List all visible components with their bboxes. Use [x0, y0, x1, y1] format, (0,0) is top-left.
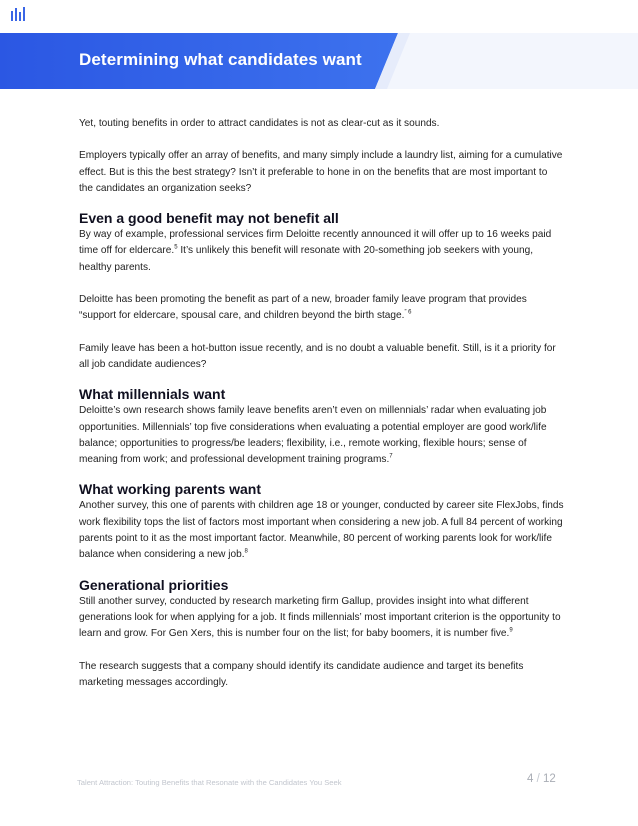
main-content: [79, 116, 564, 691]
paragraph: Deloitte’s own research shows family leave benefits aren’t even on millennials’ radar when evaluating job opportunities. Millennials’ top five considerations when evaluating a potential employer are good work/life balance; opportunities to progress/be leaders; flexibility, i.e., remote working, flexible hours; sense of meaning from work; and professional development training programs.$^7$: [79, 405, 547, 466]
footnote-ref: 8: [244, 548, 248, 555]
footnote-ref: 7: [389, 453, 393, 460]
company-logo-icon: [10, 6, 28, 22]
section-heading: What working parents want: [79, 481, 262, 498]
paragraph: Another survey, this one of parents with children age 18 or younger, conducted by career site FlexJobs, finds work flexibility tops the list of factors most important when considering a new job. A full 84 percent of working parents point to it as the most important factor. Meanwhile, 80 percent of working parents look for work/life balance when considering a new job.$^8$: [79, 500, 564, 561]
paragraph: Still another survey, conducted by research marketing firm Gallup, provides insight into what different generations look for when applying for a job. It finds millennials’ most important criterion is the opportunity to learn and grow. For Gen Xers, this is number four on the list; for baby boomers, it is number five.$^9$: [79, 595, 561, 640]
footer-document-title: Talent Attraction: Touting Benefits that Resonate with the Candidates You Seek: [77, 778, 342, 787]
page-title: Determining what candidates want: [79, 50, 362, 69]
section-heading: Generational priorities: [79, 576, 229, 593]
paragraph: Employers typically offer an array of benefits, and many simply include a laundry list, aiming for a cumulative effect. But is this the best strategy? Isn’t it preferable to hone in on the benefits that are most important to the candidates an organization seeks?: [79, 150, 563, 194]
paragraph: Family leave has been a hot-button issue recently, and is no doubt a valuable benefit. Still, is it a priority for all job candidate audiences?: [79, 342, 556, 370]
footnote-ref: 5: [174, 245, 178, 252]
paragraph: Deloitte has been promoting the benefit as part of a new, broader family leave program that provides “support for eldercare, spousal care, and children beyond the birth stage.$^{” 6}$: [79, 294, 527, 322]
section-heading: What millennials want: [79, 386, 226, 403]
intro-paragraph: Yet, touting benefits in order to attract candidates is not as clear-cut as it sounds.: [79, 118, 440, 129]
paragraph: The research suggests that a company should identify its candidate audience and target its benefits marketing messages accordingly.: [79, 660, 524, 688]
page-number: 4 / 12: [527, 773, 556, 785]
section-heading: Even a good benefit may not benefit all: [79, 210, 339, 227]
footnote-ref: 9: [509, 627, 513, 634]
paragraph: By way of example, professional services firm Deloitte recently announced it will offer up to 16 weeks paid time off for eldercare.$^5$ It’s unlikely this benefit will resonate with 20-something job seekers with young, healthy parents.: [79, 229, 552, 273]
footnote-ref: ” 6: [404, 310, 412, 317]
